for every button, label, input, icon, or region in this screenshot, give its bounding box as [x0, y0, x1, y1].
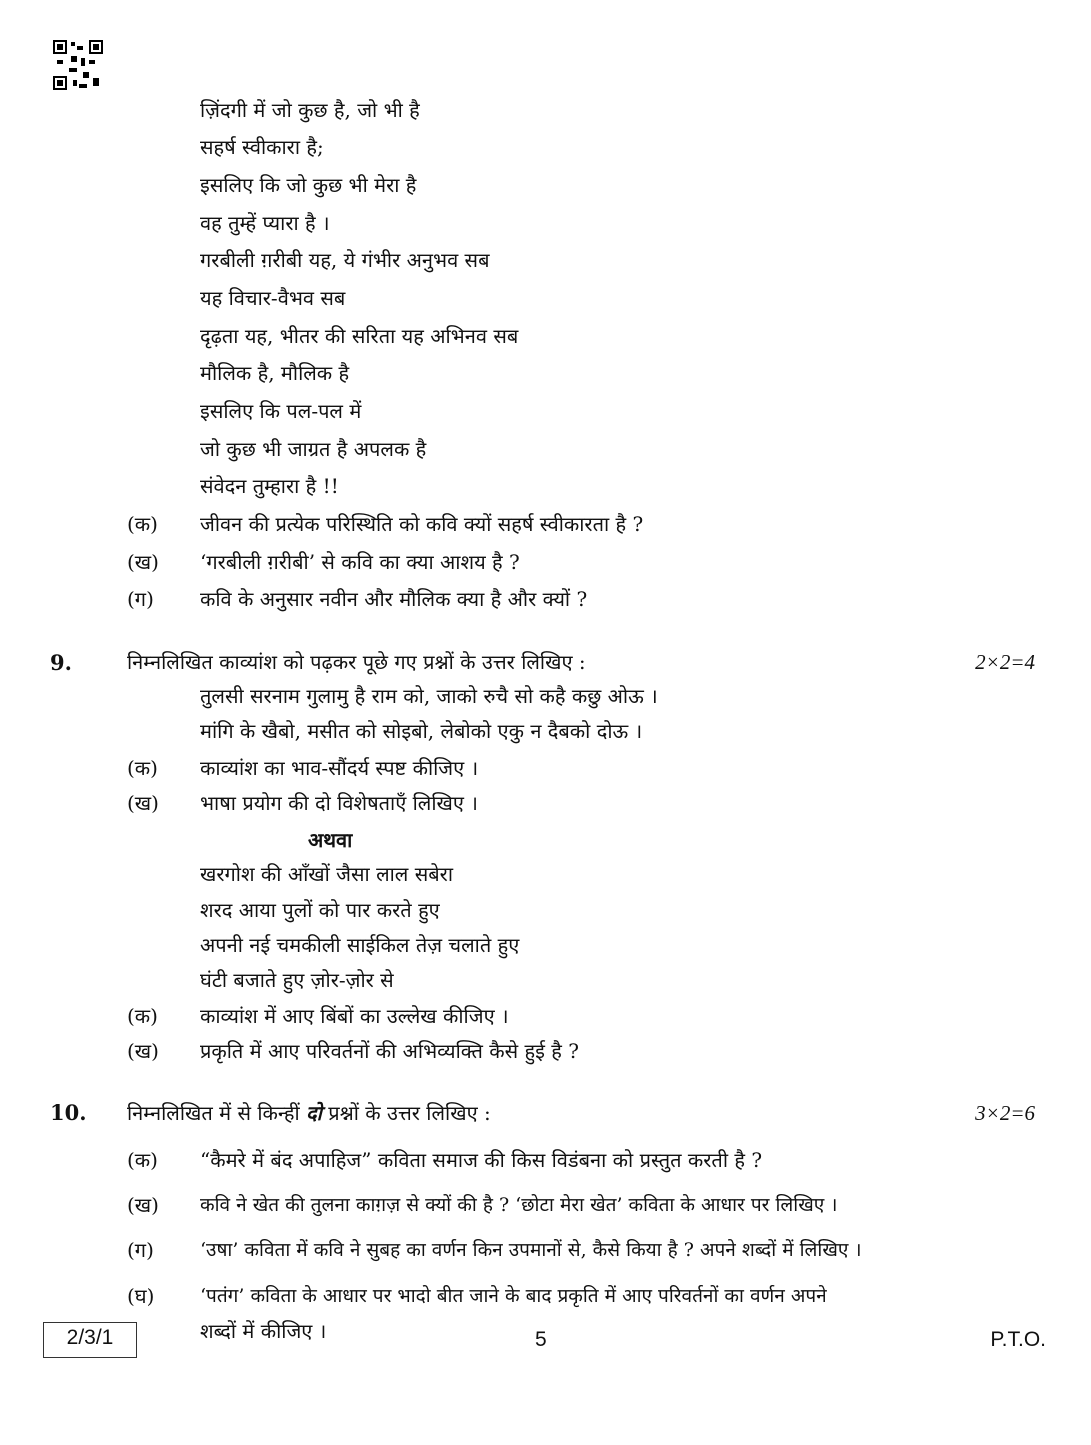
sub-question-label: (क)	[127, 756, 158, 780]
poem-line: वह तुम्हें प्यारा है ।	[200, 211, 330, 235]
question-stem-part: प्रश्नों के उत्तर लिखिए :	[328, 1101, 491, 1125]
sub-question-label: (ख)	[127, 1193, 159, 1217]
paper-code: 2/3/1	[43, 1322, 137, 1358]
poem-line: शरद आया पुलों को पार करते हुए	[200, 898, 440, 922]
sub-question-text: ‘उषा’ कविता में कवि ने सुबह का वर्णन किन उपमानों से, कैसे किया है ? अपने शब्दों में लिखिए ।	[200, 1239, 862, 1261]
poem-line: इसलिए कि पल-पल में	[200, 399, 362, 423]
poem-line: दृढ़ता यह, भीतर की सरिता यह अभिनव सब	[200, 324, 519, 348]
sub-question-label: (ख)	[127, 791, 159, 815]
poem-line: जो कुछ भी जाग्रत है अपलक है	[200, 437, 427, 461]
qr-code-icon	[53, 40, 103, 90]
poem-line: मांगि के खैबो, मसीत को सोइबो, लेबोको एकु न दैबको दोऊ ।	[200, 719, 643, 743]
page-number: 5	[535, 1328, 547, 1351]
pto-label: P.T.O.	[990, 1328, 1046, 1351]
sub-question-text: कवि के अनुसार नवीन और मौलिक क्या है और क्यों ?	[200, 587, 588, 611]
sub-question-text: ‘गरबीली ग़रीबी’ से कवि का क्या आशय है ?	[200, 550, 520, 574]
sub-question-text: ‘पतंग’ कविता के आधार पर भादो बीत जाने के बाद प्रकृति में आए परिवर्तनों का वर्णन अपने	[200, 1285, 827, 1307]
sub-question-label: (ख)	[127, 1039, 159, 1063]
question-number: 9.	[50, 650, 72, 675]
sub-question-text: भाषा प्रयोग की दो विशेषताएँ लिखिए ।	[200, 791, 478, 815]
question-marks: 2×2=4	[975, 650, 1035, 674]
sub-question-label: (ख)	[127, 550, 159, 574]
sub-question-text-continued: शब्दों में कीजिए ।	[200, 1319, 327, 1343]
question-number: 10.	[50, 1100, 87, 1125]
poem-line: सहर्ष स्वीकारा है;	[200, 135, 324, 159]
sub-question-text: काव्यांश का भाव-सौंदर्य स्पष्ट कीजिए ।	[200, 756, 479, 780]
sub-question-label: (ग)	[127, 587, 154, 611]
sub-question-text: कवि ने खेत की तुलना काग़ज़ से क्यों की है ? ‘छोटा मेरा खेत’ कविता के आधार पर लिखिए ।	[200, 1194, 838, 1216]
poem-line: इसलिए कि जो कुछ भी मेरा है	[200, 173, 417, 197]
poem-line: अपनी नई चमकीली साईकिल तेज़ चलाते हुए	[200, 933, 520, 957]
poem-line: ज़िंदगी में जो कुछ है, जो भी है	[200, 98, 420, 122]
sub-question-text: “कैमरे में बंद अपाहिज” कविता समाज की किस विडंबना को प्रस्तुत करती है ?	[200, 1148, 763, 1172]
poem-line: तुलसी सरनाम गुलामु है राम को, जाको रुचै सो कहै कछु ओऊ ।	[200, 684, 658, 708]
poem-line: मौलिक है, मौलिक है	[200, 361, 350, 385]
poem-line: यह विचार-वैभव सब	[200, 286, 346, 310]
question-stem: निम्नलिखित काव्यांश को पढ़कर पूछे गए प्रश्नों के उत्तर लिखिए :	[127, 650, 586, 674]
sub-question-label: (ग)	[127, 1238, 154, 1262]
question-marks: 3×2=6	[975, 1101, 1035, 1125]
sub-question-text: प्रकृति में आए परिवर्तनों की अभिव्यक्ति कैसे हुई है ?	[200, 1039, 579, 1063]
sub-question-text: जीवन की प्रत्येक परिस्थिति को कवि क्यों सहर्ष स्वीकारता है ?	[200, 512, 644, 536]
sub-question-label: (क)	[127, 1148, 158, 1172]
poem-line: खरगोश की आँखों जैसा लाल सबेरा	[200, 862, 454, 886]
question-stem	[127, 1100, 491, 1126]
poem-line: संवेदन तुम्हारा है !!	[200, 474, 339, 498]
or-separator: अथवा	[308, 828, 353, 852]
poem-line: घंटी बजाते हुए ज़ोर-ज़ोर से	[200, 968, 394, 992]
poem-line: गरबीली ग़रीबी यह, ये गंभीर अनुभव सब	[200, 248, 490, 272]
sub-question-text: काव्यांश में आए बिंबों का उल्लेख कीजिए ।	[200, 1004, 509, 1028]
question-stem-emphasis: दो	[306, 1101, 322, 1125]
sub-question-label: (घ)	[127, 1284, 155, 1308]
sub-question-label: (क)	[127, 1004, 158, 1028]
question-stem-part: निम्नलिखित में से किन्हीं	[127, 1101, 300, 1125]
sub-question-label: (क)	[127, 512, 158, 536]
